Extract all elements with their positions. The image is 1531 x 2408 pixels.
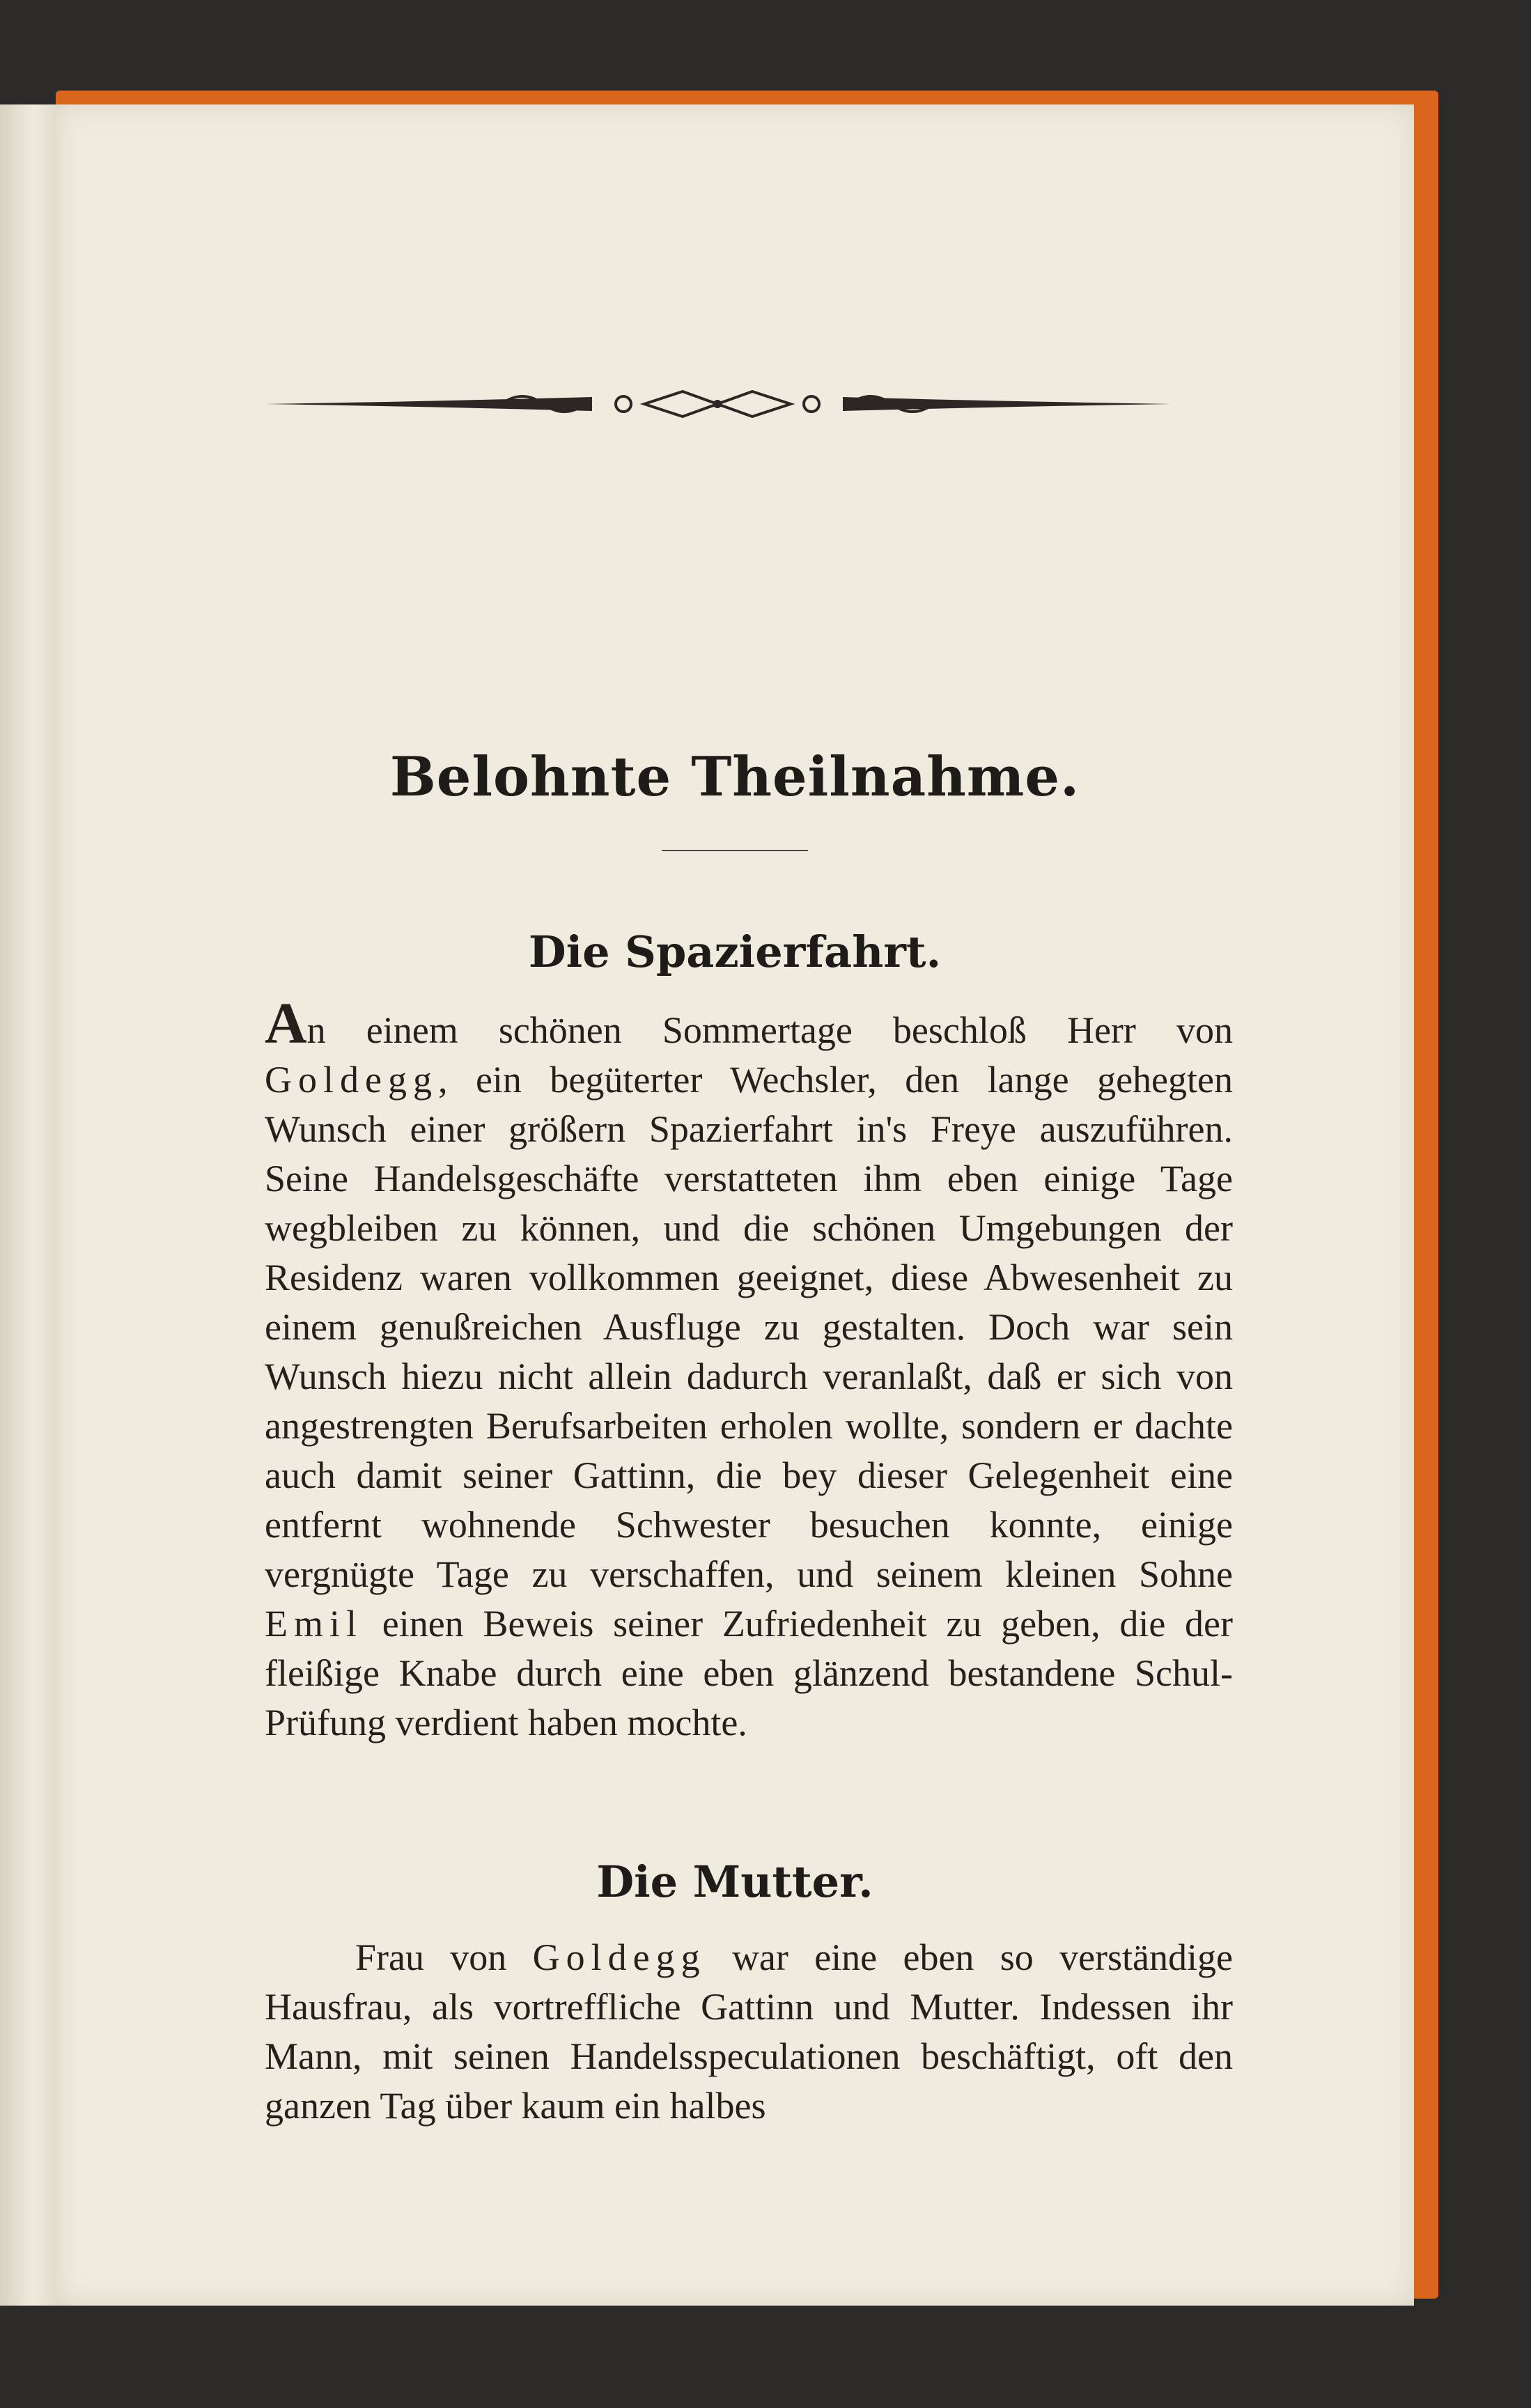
ornament-divider xyxy=(265,383,1170,425)
paragraph-text: war eine eben so verständige Hausfrau, als vortreffliche Gattinn und Mutter. Indessen ihr Mann, mit seinen Handelsspeculationen beschäftigt, oft den ganzen Tag über kaum ein halbes xyxy=(265,1936,1233,2127)
drop-initial: A xyxy=(265,991,307,1056)
page-title: Belohnte Theilnahme. xyxy=(389,745,1080,809)
paragraph-text: Frau von xyxy=(355,1936,533,1978)
paragraph-spazierfahrt xyxy=(265,991,1233,1748)
left-page-edge xyxy=(0,104,56,2306)
paragraph-text: n einem schönen Sommertage beschloß Herr von xyxy=(306,1009,1233,1051)
paragraph-text: einen Beweis seiner Zufriedenheit zu geben, die der fleißige Knabe durch eine eben glänzend bestandene Schul-Prüfung verdient haben mochte. xyxy=(265,1603,1233,1743)
paragraph-mutter xyxy=(265,1933,1233,2131)
title-rule xyxy=(662,850,808,851)
name-emil: Emil xyxy=(265,1603,363,1645)
book-page xyxy=(56,104,1414,2306)
paragraph-text: , ein begüterter Wechsler, den lange gehegten Wunsch einer größern Spazierfahrt in's Freye auszuführen. Seine Handelsgeschäfte verstatteten ihm eben einige Tage wegbleiben zu können, und die schönen Umgebungen der Residenz waren vollkommen geeignet, diese Abwesenheit zu einem genußreichen Ausfluge zu gestalten. Doch war sein Wunsch hiezu nicht allein dadurch veranlaßt, daß er sich von angestrengten Berufsarbeiten erholen wollte, sondern er dachte auch damit seiner Gattinn, die bey dieser Gelegenheit eine entfernt wohnende Schwester besuchen konnte, einige vergnügte Tage zu verschaffen, und seinem kleinen Sohne xyxy=(265,1059,1233,1595)
section-heading-mutter: Die Mutter. xyxy=(596,1856,873,1907)
name-goldegg: Goldegg xyxy=(265,1059,438,1101)
section-heading-spazierfahrt: Die Spazierfahrt. xyxy=(528,926,942,977)
name-goldegg: Goldegg xyxy=(532,1936,706,1978)
